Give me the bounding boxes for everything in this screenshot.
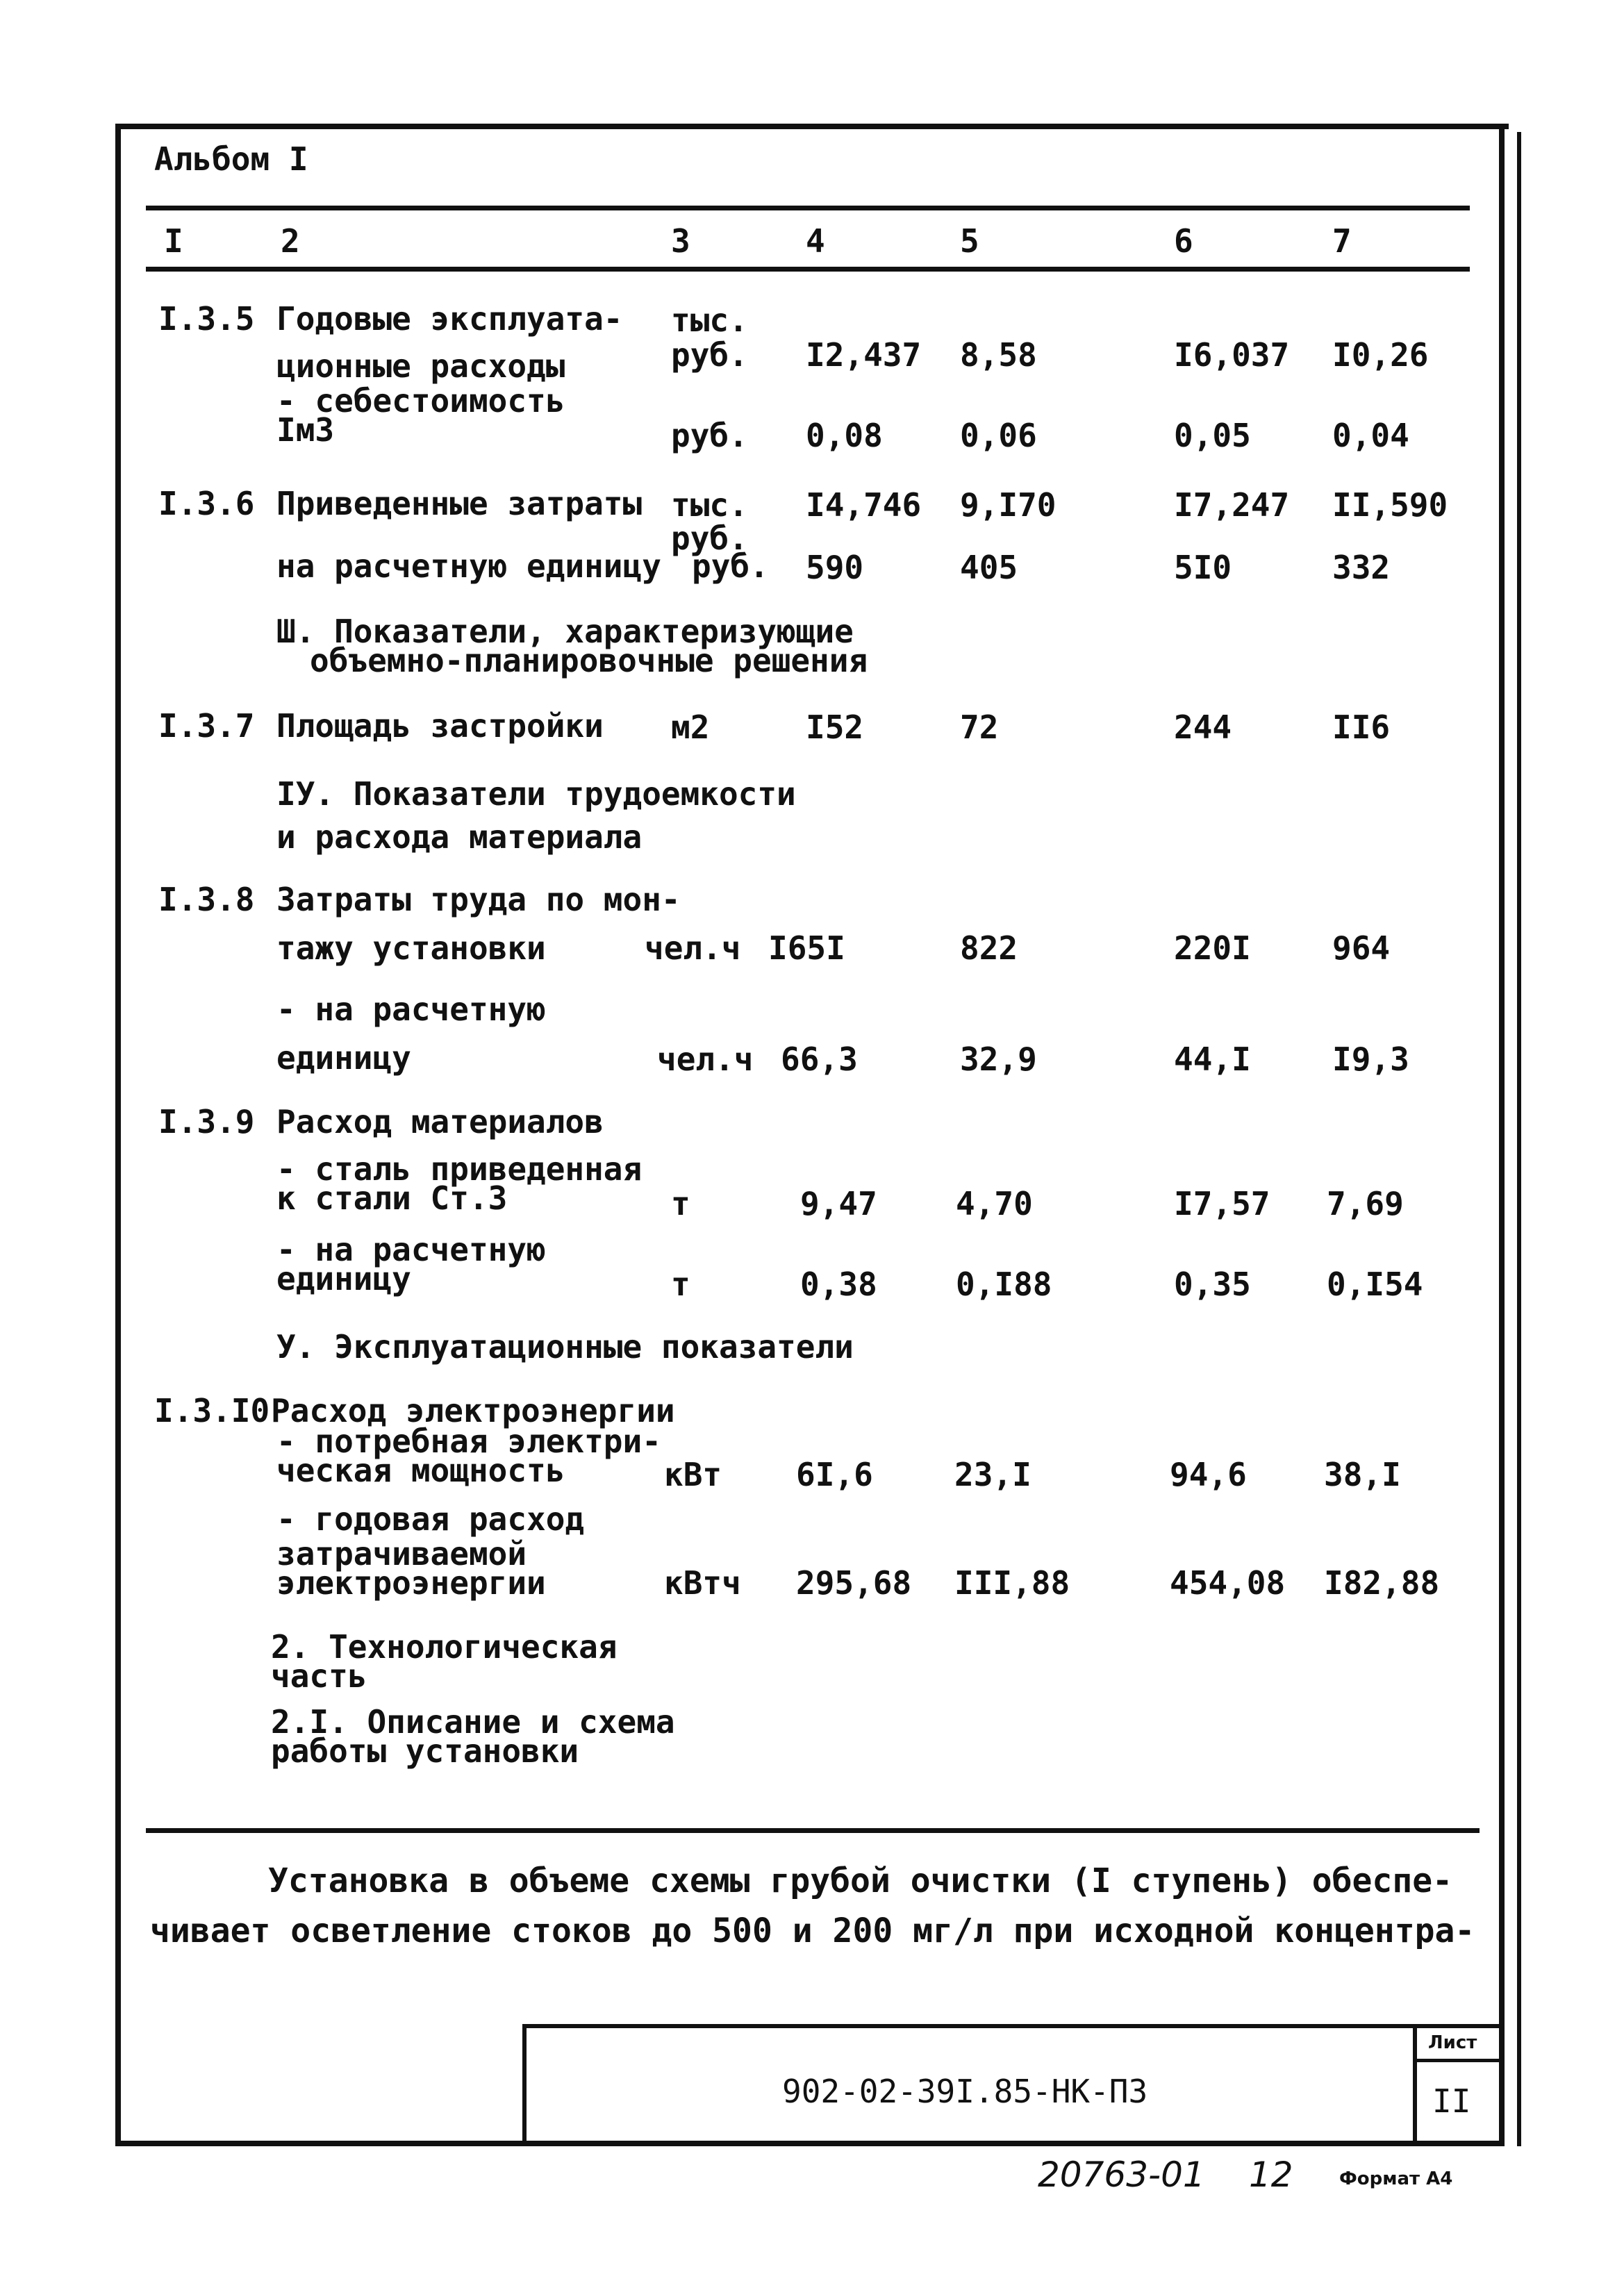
row-name: Площадь застройки xyxy=(276,707,604,745)
row-name: - потребная электри- xyxy=(276,1422,661,1460)
row-number: I.3.6 xyxy=(158,485,255,522)
cell-col7: 332 xyxy=(1332,549,1391,586)
sheet-number: II xyxy=(1432,2082,1471,2120)
cell-col7: 964 xyxy=(1332,929,1391,967)
cell-col4: I4,746 xyxy=(806,486,922,524)
cell-col6: I7,57 xyxy=(1174,1185,1270,1222)
row-number: I.3.5 xyxy=(158,300,255,338)
frame-outer-right-border xyxy=(1517,132,1521,2146)
section-heading: часть xyxy=(271,1657,367,1695)
cell-col7: 0,I54 xyxy=(1327,1266,1423,1303)
row-name: Приведенные затраты xyxy=(276,485,643,522)
row-name: - годовая расход xyxy=(276,1500,585,1538)
section-heading: У. Эксплуатационные показатели xyxy=(276,1328,854,1366)
handwritten-page-number: 12 xyxy=(1249,2155,1293,2195)
cell-col6: 0,05 xyxy=(1174,417,1251,454)
cell-col6: 220I xyxy=(1174,929,1251,967)
row-name: - сталь приведенная xyxy=(276,1150,643,1188)
row-unit: т xyxy=(671,1266,690,1303)
cell-col6: 0,35 xyxy=(1174,1266,1251,1303)
cell-col4: I2,437 xyxy=(806,336,922,374)
row-name: - себестоимость xyxy=(276,382,565,420)
row-name: тажу установки xyxy=(276,929,546,967)
section-heading: 2.I. Описание и схема xyxy=(271,1703,675,1741)
row-number: I.3.8 xyxy=(158,881,255,918)
cell-col4: 0,08 xyxy=(806,417,883,454)
cell-col7: II6 xyxy=(1332,708,1391,746)
column-header-2: 2 xyxy=(281,222,300,260)
row-name: Затраты труда по мон- xyxy=(276,881,681,918)
cell-col6: 5I0 xyxy=(1174,549,1232,586)
row-name: Годовые эксплуата- xyxy=(276,300,623,338)
column-header-1: I xyxy=(164,222,183,260)
cell-col5: 23,I xyxy=(954,1456,1031,1493)
row-unit: чел.ч xyxy=(657,1040,754,1078)
row-name: затрачиваемой xyxy=(276,1535,527,1573)
cell-col5: 405 xyxy=(960,549,1018,586)
row-number: I.3.7 xyxy=(158,707,255,745)
cell-col4: 9,47 xyxy=(800,1185,877,1222)
body-paragraph-line: Установка в объеме схемы грубой очистки (I ступень) обеспе- xyxy=(268,1861,1453,1900)
body-paragraph-line: чивает осветление стоков до 500 и 200 мг/л при исходной концентра- xyxy=(150,1911,1475,1950)
cell-col7: 0,04 xyxy=(1332,417,1409,454)
row-name: - на расчетную xyxy=(276,990,546,1028)
cell-col5: 822 xyxy=(960,929,1018,967)
column-header-3: 3 xyxy=(671,222,690,260)
section-heading: объемно-планировочные решения xyxy=(310,642,868,679)
frame-left-border xyxy=(115,124,121,2146)
cell-col4: 0,38 xyxy=(800,1266,877,1303)
cell-col7: 38,I xyxy=(1324,1456,1401,1493)
cell-col4: 66,3 xyxy=(781,1040,858,1078)
sheet-label: Лист xyxy=(1428,2032,1477,2053)
document-code: 902-02-39I.85-НК-ПЗ xyxy=(782,2073,1148,2110)
column-header-5: 5 xyxy=(960,222,979,260)
section-heading: IУ. Показатели трудоемкости xyxy=(276,775,796,813)
row-unit: тыс. xyxy=(671,301,748,339)
section-heading: работы установки xyxy=(271,1732,579,1770)
cell-col5: 72 xyxy=(960,708,999,746)
cell-col7: I9,3 xyxy=(1332,1040,1409,1078)
table-bottom-rule xyxy=(146,1828,1480,1833)
row-unit: тыс. xyxy=(671,486,748,524)
row-name: электроэнергии xyxy=(276,1564,546,1602)
cell-col5: 8,58 xyxy=(960,336,1037,374)
cell-col4: 590 xyxy=(806,549,864,586)
cell-col5: 0,I88 xyxy=(956,1266,1052,1303)
row-unit: руб. xyxy=(671,417,748,454)
handwritten-number: 20763-01 xyxy=(1038,2155,1205,2195)
row-name: единицу xyxy=(276,1260,411,1297)
cell-col5: 4,70 xyxy=(956,1185,1033,1222)
row-unit: руб. xyxy=(671,520,748,557)
row-name: Расход материалов xyxy=(276,1103,604,1140)
cell-col7: 7,69 xyxy=(1327,1185,1404,1222)
row-unit: м2 xyxy=(671,708,710,746)
column-header-6: 6 xyxy=(1174,222,1193,260)
section-heading: и расхода материала xyxy=(276,818,643,856)
column-header-4: 4 xyxy=(806,222,825,260)
section-heading: 2. Технологическая xyxy=(271,1628,618,1666)
cell-col5: 0,06 xyxy=(960,417,1037,454)
cell-col6: I7,247 xyxy=(1174,486,1290,524)
row-unit: руб. xyxy=(692,547,769,585)
cell-col7: I0,26 xyxy=(1332,336,1429,374)
cell-col6: 94,6 xyxy=(1170,1456,1247,1493)
row-unit: кВт xyxy=(664,1456,722,1493)
cell-col7: II,590 xyxy=(1332,486,1448,524)
cell-col4: 295,68 xyxy=(796,1564,912,1602)
cell-col6: 44,I xyxy=(1174,1040,1251,1078)
row-name: на расчетную единицу xyxy=(276,547,661,585)
cell-col4: I65I xyxy=(768,929,845,967)
row-number: I.3.I0 xyxy=(154,1392,270,1429)
row-name: единицу xyxy=(276,1039,411,1077)
row-unit: руб. xyxy=(671,336,748,374)
row-name: Расход электроэнергии xyxy=(271,1392,675,1429)
cell-col5: III,88 xyxy=(954,1564,1070,1602)
cell-col5: 9,I70 xyxy=(960,486,1057,524)
row-unit: кВтч xyxy=(664,1564,741,1602)
album-title: Альбом I xyxy=(154,140,308,178)
cell-col6: 454,08 xyxy=(1170,1564,1286,1602)
column-header-7: 7 xyxy=(1332,222,1352,260)
cell-col7: I82,88 xyxy=(1324,1564,1440,1602)
cell-col6: I6,037 xyxy=(1174,336,1290,374)
format-label: Формат А4 xyxy=(1339,2168,1453,2189)
row-name: ционные расходы xyxy=(276,347,565,385)
header-rule-bottom xyxy=(146,267,1470,272)
row-unit: т xyxy=(671,1185,690,1222)
cell-col4: I52 xyxy=(806,708,864,746)
cell-col5: 32,9 xyxy=(960,1040,1037,1078)
section-heading: Ш. Показатели, характеризующие xyxy=(276,613,854,650)
cell-col4: 6I,6 xyxy=(796,1456,873,1493)
cell-col6: 244 xyxy=(1174,708,1232,746)
row-name: - на расчетную xyxy=(276,1231,546,1268)
row-unit: чел.ч xyxy=(645,929,741,967)
row-name: Iм3 xyxy=(276,411,335,449)
row-number: I.3.9 xyxy=(158,1103,255,1140)
frame-top-border xyxy=(115,124,1509,129)
sheet-box-divider xyxy=(1413,2059,1503,2062)
frame-right-border xyxy=(1499,124,1505,2146)
row-name: ческая мощность xyxy=(276,1452,565,1489)
header-rule-top xyxy=(146,206,1470,210)
row-name: к стали Ст.3 xyxy=(276,1179,508,1217)
